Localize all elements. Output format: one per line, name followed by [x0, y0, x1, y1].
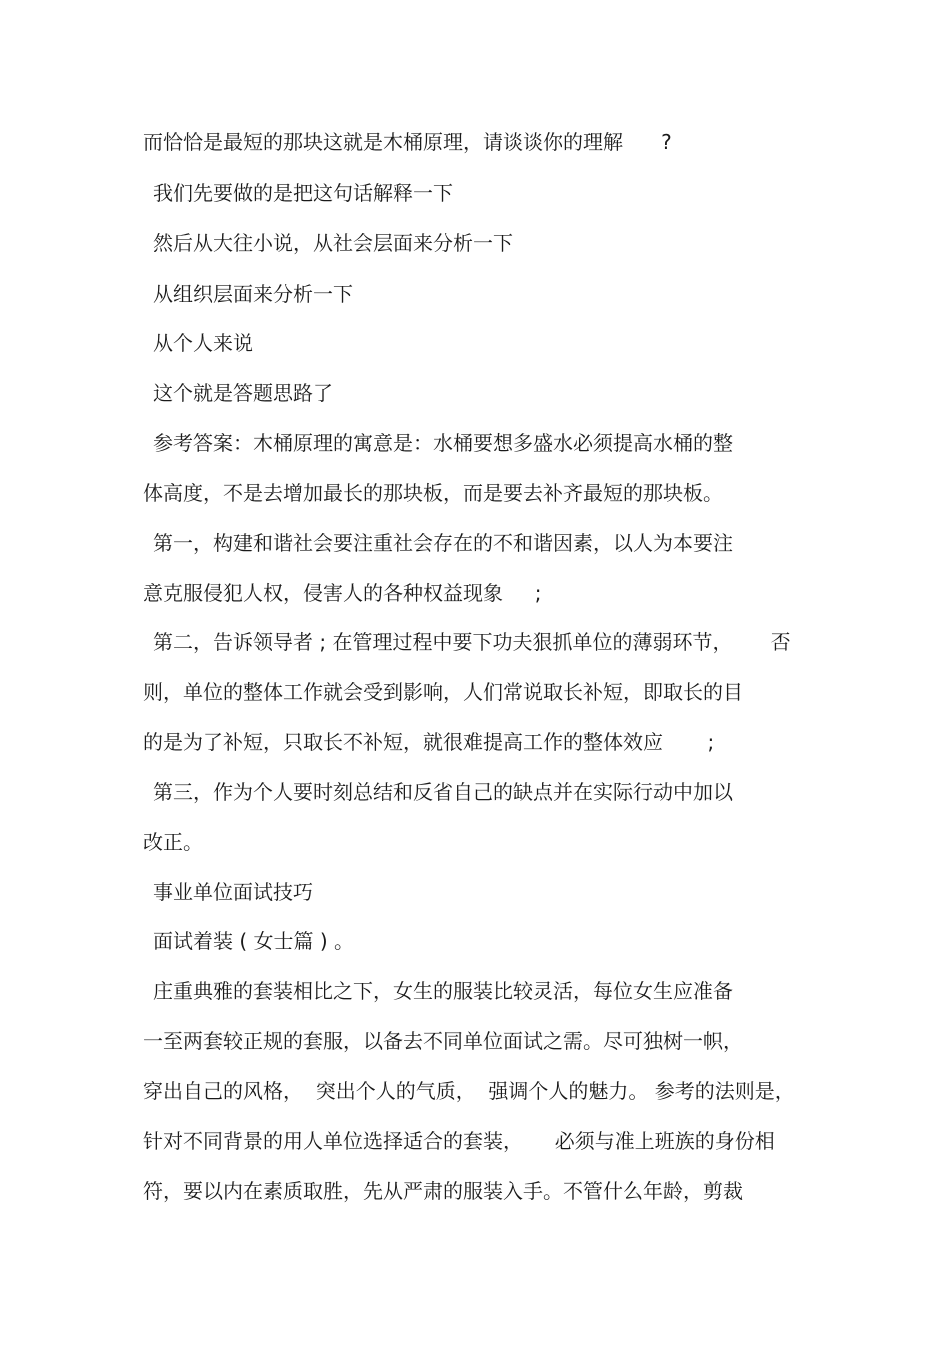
- text-line: 针对不同背景的用人单位选择适合的套装， 必须与准上班族的身份相: [143, 1129, 775, 1153]
- text-line: 面试着装 ( 女士篇 ) 。: [153, 929, 355, 953]
- text-line: 改正。: [143, 830, 203, 854]
- text-line: 从组织层面来分析一下: [153, 282, 353, 306]
- text-line: 我们先要做的是把这句话解释一下: [153, 181, 453, 205]
- text-line: 符，要以内在素质取胜，先从严肃的服装入手。不管什么年龄，剪裁: [143, 1179, 743, 1203]
- text-line: 这个就是答题思路了: [153, 381, 333, 405]
- text-line: 体高度，不是去增加最长的那块板，而是要去补齐最短的那块板。: [143, 481, 723, 505]
- text-line: 参考答案：木桶原理的寓意是：水桶要想多盛水必须提高水桶的整: [153, 431, 733, 455]
- text-line: 庄重典雅的套装相比之下，女生的服装比较灵活，每位女生应准备: [153, 979, 733, 1003]
- text-line: 则，单位的整体工作就会受到影响，人们常说取长补短，即取长的目: [143, 680, 743, 704]
- text-line: 然后从大往小说，从社会层面来分析一下: [153, 231, 513, 255]
- text-line: 第二，告诉领导者 ; 在管理过程中要下功夫狠抓单位的薄弱环节， 否: [153, 630, 791, 654]
- text-line: 事业单位面试技巧: [153, 880, 313, 904]
- text-line: 从个人来说: [153, 331, 253, 355]
- text-line: 而恰恰是最短的那块这就是木桶原理，请谈谈你的理解 ?: [143, 130, 672, 154]
- text-line: 第三，作为个人要时刻总结和反省自己的缺点并在实际行动中加以: [153, 780, 733, 804]
- text-line: 穿出自己的风格， 突出个人的气质， 强调个人的魅力。 参考的法则是，: [143, 1079, 795, 1103]
- text-line: 一至两套较正规的套服，以备去不同单位面试之需。尽可独树一帜，: [143, 1029, 743, 1053]
- text-line: 的是为了补短，只取长不补短，就很难提高工作的整体效应 ;: [143, 730, 715, 754]
- text-line: 意克服侵犯人权，侵害人的各种权益现象 ;: [143, 581, 542, 605]
- text-line: 第一，构建和谐社会要注重社会存在的不和谐因素，以人为本要注: [153, 531, 733, 555]
